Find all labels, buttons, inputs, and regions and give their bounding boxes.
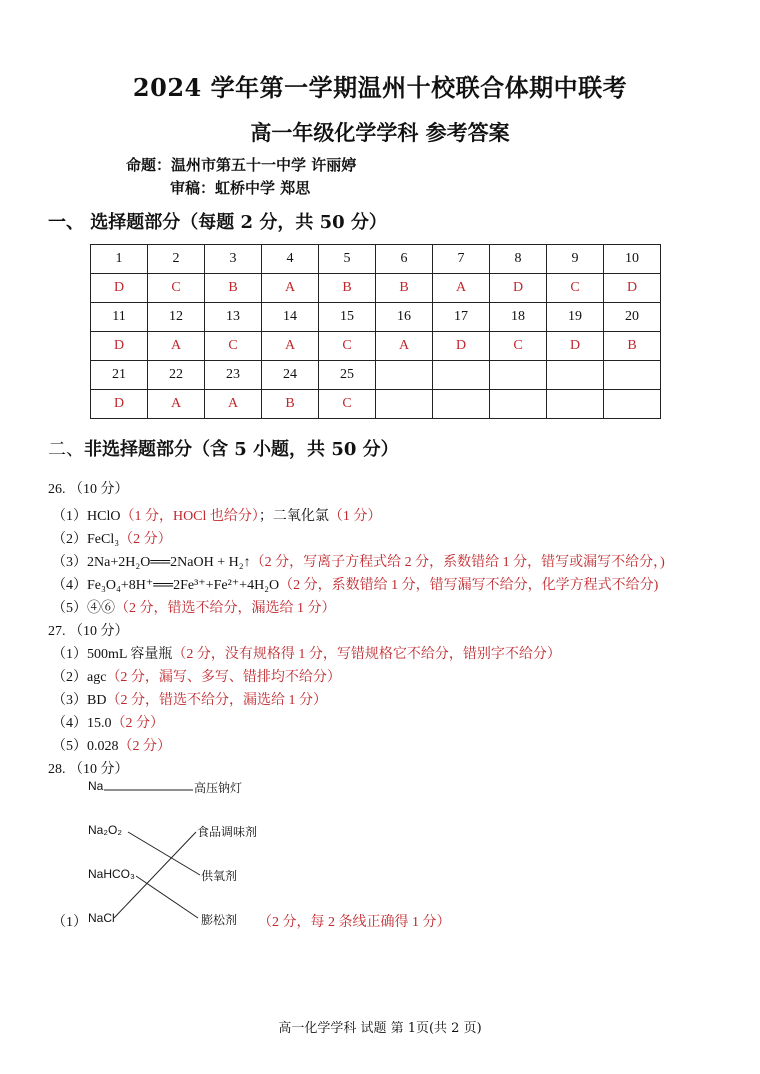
answer-cell: C [148, 274, 205, 303]
line-note: （1 分，HOCl 也给分） [120, 509, 259, 524]
line-note: （2 分，漏写、多写、错排均不给分） [106, 670, 341, 685]
right-item-seasoning: 食品调味剂 [197, 825, 258, 839]
table-cell: 17 [433, 303, 490, 332]
answer-cell: A [376, 332, 433, 361]
page-subtitle: 高一年级化学学科 参考答案 [250, 120, 510, 145]
answer-cell: D [91, 274, 148, 303]
answer-cell: B [604, 332, 661, 361]
line-note: （2 分） [119, 532, 172, 547]
answer-cell: C [319, 390, 376, 419]
answer-cell: C [319, 332, 376, 361]
q27-header: 27. （10 分） [48, 624, 129, 639]
line-label: （3）2Na+2H₂O══2NaOH + H₂↑ [52, 555, 251, 570]
proposer-line: 命题：温州市第五十一中学 许丽婷 [126, 156, 357, 174]
table-cell: 23 [205, 361, 262, 390]
line-label: （4）15.0 [52, 716, 112, 731]
q26-header: 26. （10 分） [48, 482, 129, 497]
table-cell: 11 [91, 303, 148, 332]
table-cell: 19 [547, 303, 604, 332]
table-cell: 6 [376, 245, 433, 274]
q28-header: 28. （10 分） [48, 762, 129, 777]
line-label: （5）④⑥ [52, 601, 115, 616]
left-item-na: Na [88, 779, 104, 793]
section1-heading: 一、 选择题部分（每题 2 分，共 50 分） [48, 212, 387, 233]
answer-cell: B [319, 274, 376, 303]
line-note: （2 分，系数错给 1 分，错写漏写不给分，化学方程式不给分) [279, 578, 659, 593]
reviewer-line: 审稿：虹桥中学 郑思 [170, 179, 311, 197]
match-line-nacl-seasoning [114, 832, 196, 918]
answer-cell: C [205, 332, 262, 361]
table-cell: 24 [262, 361, 319, 390]
answer-cell: A [148, 390, 205, 419]
line-label: （4）Fe₃O₄+8H⁺══2Fe³⁺+Fe²⁺+4H₂O [52, 578, 280, 593]
q28-note: （2 分，每 2 条线正确得 1 分） [258, 915, 451, 930]
section2-prefix: 二、 [48, 439, 84, 460]
match-line-nahco3-leavening [136, 876, 198, 918]
table-cell: 18 [490, 303, 547, 332]
answer-cell: C [490, 332, 547, 361]
answer-cell: B [376, 274, 433, 303]
line-label: （1）500mL 容量瓶 [52, 647, 173, 662]
table-cell: 7 [433, 245, 490, 274]
table-cell: 3 [205, 245, 262, 274]
line-label: （2）FeCl₃ [52, 532, 120, 547]
answer-cell: B [205, 274, 262, 303]
table-cell: 9 [547, 245, 604, 274]
right-item-leavening: 膨松剂 [201, 913, 238, 927]
line-label: （2）agc [52, 670, 107, 685]
answer-cell: A [148, 332, 205, 361]
answer-cell: D [490, 274, 547, 303]
answer-cell: A [262, 332, 319, 361]
right-item-lamp: 高压钠灯 [194, 781, 243, 795]
answer-cell: D [547, 332, 604, 361]
answer-cell: A [205, 390, 262, 419]
left-item-na2o2: Na₂O₂ [88, 823, 122, 837]
table-cell: 20 [604, 303, 661, 332]
answer-cell: D [604, 274, 661, 303]
left-item-nahco3: NaHCO₃ [88, 867, 135, 881]
page-footer: 高一化学学科 试题 第 1页(共 2 页) [278, 1021, 482, 1036]
line-note: （2 分） [118, 739, 171, 754]
table-cell: 13 [205, 303, 262, 332]
right-item-oxygen: 供氧剂 [201, 869, 238, 883]
answer-cell: C [547, 274, 604, 303]
line-note-2: （1 分） [328, 509, 382, 524]
line-label: （5）0.028 [52, 739, 119, 754]
left-item-nacl: NaCl [88, 911, 115, 925]
page-title: 2024 学年第一学期温州十校联合体期中联考 [132, 73, 628, 102]
table-cell: 21 [91, 361, 148, 390]
line-note: （2 分） [111, 716, 164, 731]
line-note: （2 分，错选不给分，漏选给 1 分） [106, 693, 327, 708]
answer-cell: B [262, 390, 319, 419]
answer-cell: D [91, 390, 148, 419]
line-tail: ；二氧化氯 [258, 509, 329, 524]
table-cell: 16 [376, 303, 433, 332]
answer-cell: A [262, 274, 319, 303]
table-cell: 8 [490, 245, 547, 274]
answer-cell: D [433, 332, 490, 361]
table-cell: 12 [148, 303, 205, 332]
line-note: （2 分，没有规格得 1 分，写错规格它不给分，错别字不给分） [172, 647, 561, 662]
table-cell: 1 [91, 245, 148, 274]
answer-cell: D [91, 332, 148, 361]
line-label: （1）HClO [52, 509, 121, 524]
table-cell: 4 [262, 245, 319, 274]
section2-heading-text: 非选择题部分（含 5 小题，共 50 分） [84, 439, 399, 460]
table-cell: 2 [148, 245, 205, 274]
table-cell: 5 [319, 245, 376, 274]
answer-cell: A [433, 274, 490, 303]
table-cell: 10 [604, 245, 661, 274]
table-cell: 25 [319, 361, 376, 390]
line-note: （2 分，写离子方程式给 2 分，系数错给 1 分，错写或漏写不给分，) [250, 555, 665, 570]
line-label: （3）BD [52, 693, 107, 708]
q28-part-label: （1） [52, 915, 87, 930]
table-cell: 22 [148, 361, 205, 390]
table-cell: 14 [262, 303, 319, 332]
table-cell: 15 [319, 303, 376, 332]
line-note: （2 分，错选不给分，漏选给 1 分） [115, 601, 336, 616]
